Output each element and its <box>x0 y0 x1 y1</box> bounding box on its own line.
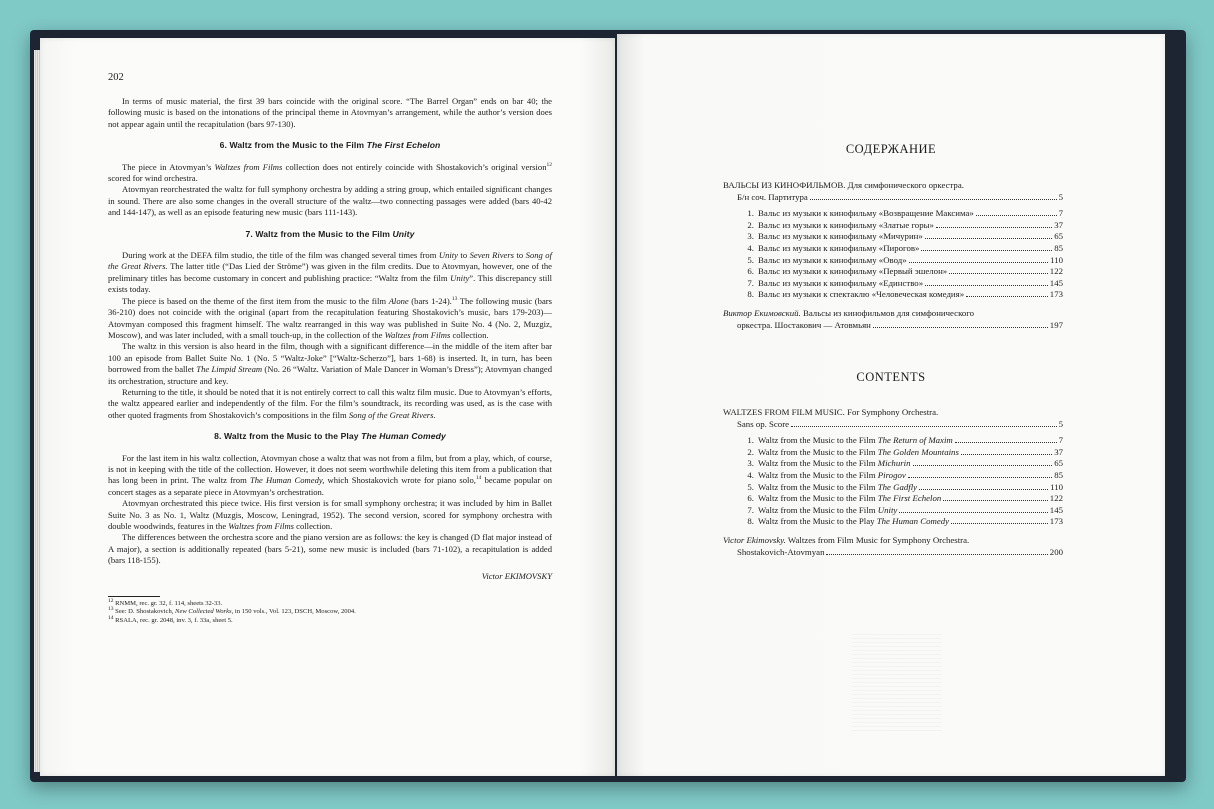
toc-item: 6. Waltz from the Music to the Film The First Echelon 122 <box>747 493 1063 504</box>
toc-item: 6. Вальс из музыки к кинофильму «Первый эшелон» 122 <box>747 266 1063 277</box>
paragraph: The waltz in this version is also heard in the film, though with a significant difference—in the middle of the item after bar 100 an episode from Ballet Suite No. 1 (No. 5 “Waltz-Joke” [“Waltz-Scherzo”], bars 1-68) is inserted. It, in turn, has been borrowed from the ballet The Limpid Stream (No. 26 “Waltz. Variation of Male Dancer in Woman’s Dress”); Atovmyan changed its orchestration, structure and key. <box>108 341 552 386</box>
footnote-ref: 13 <box>451 295 458 302</box>
contents-en <box>723 407 1063 558</box>
contents-heading-en: CONTENTS <box>856 370 926 384</box>
toc-row: Б/н соч. Партитура 5 <box>737 191 1063 202</box>
paragraph: During work at the DEFA film studio, the title of the film was changed several times from Unity to Seven Rivers to Song of the Great Rivers. The latter title (“Das Lied der Ströme”) was given in the film credits. Due to Atovmyan, however, one of the preliminary titles has become customary in concert and publishing practice: “Waltz from the film Unity”. This discrepancy still exists today. <box>108 250 552 295</box>
section-8-heading: 8. Waltz from the Music to the Play The Human Comedy <box>214 431 446 442</box>
toc-extra: Виктор Екимовский. Вальсы из кинофильмов для симфонического оркестра. Шостакович — Атовмьян 197 <box>723 307 1063 330</box>
toc-item: 1. Waltz from the Music to the Film The Return of Maxim 7 <box>747 435 1063 446</box>
toc-item: 4. Вальс из музыки к кинофильму «Пирогов» 85 <box>747 242 1063 253</box>
toc-row: Sans op. Score 5 <box>737 418 1063 429</box>
toc-item: 3. Waltz from the Music to the Film Michurin 65 <box>747 458 1063 469</box>
footnote: $^{12}$ RNMM, rec. gr. 32, f. 114, sheets 32-33. <box>108 597 223 608</box>
paragraph: For the last item in his waltz collection, Atovmyan chose a waltz that was not from a film, but from a play, which, of course, is not in keeping with the title of the collection. However, it does not seem worthwhile deleting this item from a publication that has long been in print. The waltz from The Human Comedy, which Shostakovich wrote for piano solo,$^{14}$ became popular on concert stages as a separate piece in Atovmyan’s orchestration. <box>108 452 553 497</box>
footnotes <box>108 597 552 625</box>
footnote-divider <box>108 596 160 597</box>
footnote: $^{14}$ RSALA, rec. gr. 2048, inv. 3, f. 33a, sheet 5. <box>108 614 233 624</box>
paragraph: Atovmyan reorchestrated the waltz for full symphony orchestra by adding a string group, which entailed significant changes in sound. There are also some changes in the overall structure of the waltz—two connecting passages were added (bars 40-42 and 144-147), as well as an episode featuring new music (bars 111-143). <box>108 184 552 218</box>
toc-item: 1. Вальс из музыки к кинофильму «Возвращение Максима» 7 <box>747 208 1063 219</box>
toc-item: 7. Waltz from the Music to the Film Unity 145 <box>747 504 1063 515</box>
left-page-body <box>108 96 552 625</box>
toc-extra: Victor Ekimovsky. Waltzes from Film Music for Symphony Orchestra. Shostakovich-Atovmyan 200 <box>723 534 1063 557</box>
footnote-ref: 12 <box>546 161 552 168</box>
toc-item: 5. Вальс из музыки к кинофильму «Овод» 110 <box>747 254 1063 265</box>
right-page <box>617 34 1165 776</box>
show-through-print <box>852 634 942 734</box>
footnote-ref: 14 <box>475 475 482 482</box>
paragraph: Atovmyan orchestrated this piece twice. His first version is for small symphony orchestra; it was included by him in Ballet Suite No. 3 as No. 1, Waltz (Muzgis, Moscow, Leningrad, 1952). The second version, scored for symphony orchestra with double woodwinds, features in the Waltzes from Films collection. <box>108 498 552 531</box>
paragraph: The differences between the orchestra score and the piano version are as follows: the key is changed (D flat major instead of A major), a section is additionally repeated (bars 5-21), some new music is included (bars 71-102), a recapitulation is added (bars 118-155). <box>108 532 552 566</box>
page-number: 202 <box>108 72 124 83</box>
contents-ru <box>723 180 1063 331</box>
collection-title: WALTZES FROM FILM MUSIC. For Symphony Orchestra. <box>723 407 939 417</box>
collection-title: ВАЛЬСЫ ИЗ КИНОФИЛЬМОВ. Для симфонического оркестра. <box>723 180 964 190</box>
toc-list <box>741 435 1063 528</box>
toc-item: 7. Вальс из музыки к кинофильму «Единство» 145 <box>747 277 1063 288</box>
paragraph: The piece is based on the theme of the first item from the music to the film Alone (bars 1-24).$^{13}$ The following music (bars 36-210) does not coincide with the original (apart from the recapitulation featuring Shostakovich’s music, bars 179-203)—Atovmyan composed this fragment himself. The waltz rearranged in this way was published in Suite No. 4 (No. 2, Muzgiz, Moscow), and was later included, with a small touch-up, in the collection of the Waltzes from Films collection. <box>108 295 552 340</box>
left-page <box>40 38 615 776</box>
author-signature: Victor EKIMOVSKY <box>481 570 552 581</box>
toc-item: 8. Вальс из музыки к спектаклю «Человеческая комедия» 173 <box>747 289 1063 300</box>
footnote: $^{13}$ See: D. Shostakovich, New Collected Works, in 150 vols., Vol. 123, DSCH, Moscow, 2004. <box>108 606 356 616</box>
toc-item: 8. Waltz from the Music to the Play The Human Comedy 173 <box>747 516 1063 527</box>
toc-item: 5. Waltz from the Music to the Film The Gadfly 110 <box>747 481 1063 492</box>
section-6-heading: 6. Waltz from the Music to the Film The First Echelon <box>219 140 441 151</box>
toc-item: 2. Waltz from the Music to the Film The Golden Mountains 37 <box>747 446 1063 457</box>
section-7-heading: 7. Waltz from the Music to the Film Unity <box>245 228 415 239</box>
contents-heading-ru: СОДЕРЖАНИЕ <box>845 142 937 156</box>
toc-item: 3. Вальс из музыки к кинофильму «Мичурин» 65 <box>747 231 1063 242</box>
toc-list <box>741 208 1063 301</box>
paragraph: The piece in Atovmyan’s Waltzes from Films collection does not entirely coincide with Shostakovich’s original version$^{12}$ scored for wind orchestra. <box>108 161 552 184</box>
toc-item: 2. Вальс из музыки к кинофильму «Златые горы» 37 <box>747 219 1063 230</box>
paragraph: Returning to the title, it should be noted that it is not entirely correct to call this waltz film music. Due to Atovmyan’s efforts, the waltz appeared earlier and independently of the film. For the film’s soundtrack, its recording was used, as is the case with other quoted fragments from Shostakovich’s compositions in the film Song of the Great Rivers. <box>108 386 552 420</box>
intro-paragraph: In terms of music material, the first 39 bars coincide with the original score. “The Barrel Organ” ends on bar 40; the following music is based on the intonations of the principal theme in Atovmyan’s arrangement, while the author’s version does not appear again until the recapitulation (bars 97-130). <box>108 96 552 129</box>
toc-item: 4. Waltz from the Music to the Film Pirogov 85 <box>747 469 1063 480</box>
